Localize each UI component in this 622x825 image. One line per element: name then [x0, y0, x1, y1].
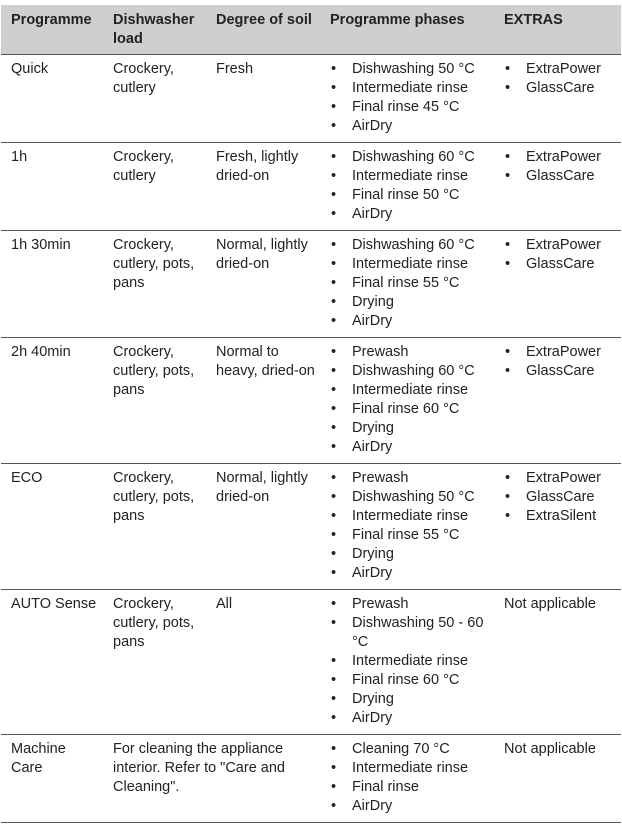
list-item-text: Final rinse 60 °C — [352, 672, 460, 688]
extras-list — [504, 236, 617, 274]
bullet-icon: • — [331, 187, 337, 203]
extras-list — [504, 343, 617, 381]
soil-cell: All — [206, 590, 320, 735]
list-item-text: Final rinse — [352, 779, 419, 795]
bullet-icon: • — [505, 80, 511, 96]
bullet-icon: • — [331, 546, 337, 562]
list-item — [330, 274, 490, 293]
soil-cell: Normal to heavy, dried-on — [206, 338, 320, 464]
list-item-text: GlassCare — [526, 256, 595, 272]
bullet-icon: • — [505, 363, 511, 379]
bullet-icon: • — [331, 653, 337, 669]
list-item-text: Final rinse 50 °C — [352, 187, 460, 203]
bullet-icon: • — [505, 508, 511, 524]
table-row — [1, 735, 621, 823]
list-item-text: Intermediate rinse — [352, 508, 469, 524]
list-item-text: Drying — [352, 691, 394, 707]
bullet-icon: • — [331, 118, 337, 134]
phases-list — [330, 148, 490, 224]
table-header-row — [1, 5, 621, 55]
bullet-icon: • — [331, 596, 337, 612]
list-item — [330, 469, 490, 488]
list-item — [330, 671, 490, 690]
list-item-text: ExtraPower — [526, 344, 601, 360]
bullet-icon: • — [331, 344, 337, 360]
list-item-text: AirDry — [352, 313, 393, 329]
list-item-text: AirDry — [352, 710, 393, 726]
phases-list — [330, 60, 490, 136]
list-item-text: GlassCare — [526, 168, 595, 184]
bullet-icon: • — [331, 168, 337, 184]
list-item-text: Dishwashing 60 °C — [352, 363, 475, 379]
soil-cell: Fresh, lightly dried-on — [206, 143, 320, 231]
bullet-icon: • — [331, 741, 337, 757]
list-item — [504, 167, 617, 186]
load-cell: Crockery, cutlery, pots, pans — [103, 464, 206, 590]
extras-cell: Not applicable — [494, 590, 621, 735]
list-item — [330, 709, 490, 728]
programme-cell: 1h 30min — [1, 231, 103, 338]
phases-cell — [320, 231, 494, 338]
list-item — [330, 778, 490, 797]
list-item-text: Final rinse 45 °C — [352, 99, 460, 115]
list-item — [330, 526, 490, 545]
list-item-text: Dishwashing 50 °C — [352, 489, 475, 505]
list-item-text: Drying — [352, 420, 394, 436]
list-item-text: Dishwashing 50 °C — [352, 61, 475, 77]
bullet-icon: • — [331, 527, 337, 543]
list-item-text: Intermediate rinse — [352, 168, 469, 184]
header-phases: Programme phases — [320, 5, 494, 55]
extras-cell — [494, 231, 621, 338]
list-item-text: Final rinse 60 °C — [352, 401, 460, 417]
list-item-text: AirDry — [352, 565, 393, 581]
bullet-icon: • — [331, 710, 337, 726]
table-row — [1, 231, 621, 338]
phases-cell — [320, 735, 494, 823]
bullet-icon: • — [331, 382, 337, 398]
phases-cell — [320, 143, 494, 231]
bullet-icon: • — [331, 779, 337, 795]
list-item — [330, 236, 490, 255]
extras-cell — [494, 55, 621, 143]
extras-cell — [494, 464, 621, 590]
bullet-icon: • — [331, 294, 337, 310]
list-item-text: Intermediate rinse — [352, 80, 469, 96]
header-soil: Degree of soil — [206, 5, 320, 55]
list-item — [504, 362, 617, 381]
programme-cell: Quick — [1, 55, 103, 143]
bullet-icon: • — [331, 672, 337, 688]
bullet-icon: • — [505, 470, 511, 486]
list-item-text: Intermediate rinse — [352, 256, 469, 272]
list-item — [330, 438, 490, 457]
soil-cell: Fresh — [206, 55, 320, 143]
list-item-text: ExtraPower — [526, 470, 601, 486]
list-item — [330, 595, 490, 614]
bullet-icon: • — [331, 508, 337, 524]
list-item — [330, 797, 490, 816]
list-item-text: AirDry — [352, 206, 393, 222]
table-row — [1, 464, 621, 590]
load-cell: Crockery, cutlery — [103, 143, 206, 231]
header-programme: Programme — [1, 5, 103, 55]
bullet-icon: • — [331, 615, 337, 631]
list-item — [330, 400, 490, 419]
extras-cell: Not applicable — [494, 735, 621, 823]
list-item — [330, 614, 490, 652]
list-item — [504, 236, 617, 255]
list-item-text: Prewash — [352, 344, 409, 360]
table-row — [1, 338, 621, 464]
list-item-text: ExtraSilent — [526, 508, 597, 524]
phases-list — [330, 595, 490, 728]
phases-cell — [320, 464, 494, 590]
bullet-icon: • — [331, 256, 337, 272]
list-item — [504, 148, 617, 167]
bullet-icon: • — [331, 439, 337, 455]
list-item — [504, 255, 617, 274]
list-item — [330, 60, 490, 79]
bullet-icon: • — [331, 470, 337, 486]
table-row — [1, 590, 621, 735]
bullet-icon: • — [505, 61, 511, 77]
list-item-text: GlassCare — [526, 80, 595, 96]
programme-cell: AUTO Sense — [1, 590, 103, 735]
list-item-text: Final rinse 55 °C — [352, 527, 460, 543]
bullet-icon: • — [331, 420, 337, 436]
table-row — [1, 143, 621, 231]
list-item — [504, 507, 617, 526]
list-item — [330, 564, 490, 583]
phases-list — [330, 469, 490, 583]
bullet-icon: • — [331, 565, 337, 581]
bullet-icon: • — [331, 99, 337, 115]
bullet-icon: • — [331, 275, 337, 291]
extras-list — [504, 148, 617, 186]
list-item — [330, 255, 490, 274]
load-cell: Crockery, cutlery — [103, 55, 206, 143]
list-item-text: Prewash — [352, 596, 409, 612]
list-item-text: AirDry — [352, 798, 393, 814]
bullet-icon: • — [331, 61, 337, 77]
bullet-icon: • — [331, 760, 337, 776]
list-item — [330, 545, 490, 564]
bullet-icon: • — [505, 489, 511, 505]
merged-description-cell: For cleaning the appliance interior. Refer to "Care and Cleaning". — [103, 735, 320, 823]
list-item — [330, 652, 490, 671]
phases-list — [330, 343, 490, 457]
bullet-icon: • — [331, 401, 337, 417]
list-item — [330, 148, 490, 167]
list-item — [330, 343, 490, 362]
table-body — [1, 55, 621, 823]
phases-cell — [320, 338, 494, 464]
load-cell: Crockery, cutlery, pots, pans — [103, 338, 206, 464]
bullet-icon: • — [331, 313, 337, 329]
header-extras: EXTRAS — [494, 5, 621, 55]
list-item — [330, 419, 490, 438]
list-item-text: GlassCare — [526, 489, 595, 505]
phases-list — [330, 740, 490, 816]
list-item — [504, 469, 617, 488]
bullet-icon: • — [331, 206, 337, 222]
extras-cell — [494, 143, 621, 231]
programme-cell: 1h — [1, 143, 103, 231]
soil-cell: Normal, lightly dried-on — [206, 464, 320, 590]
list-item — [330, 381, 490, 400]
list-item-text: ExtraPower — [526, 237, 601, 253]
extras-list — [504, 469, 617, 526]
load-cell: Crockery, cutlery, pots, pans — [103, 231, 206, 338]
list-item-text: AirDry — [352, 439, 393, 455]
extras-list — [504, 60, 617, 98]
list-item-text: AirDry — [352, 118, 393, 134]
bullet-icon: • — [505, 237, 511, 253]
bullet-icon: • — [505, 344, 511, 360]
list-item-text: Intermediate rinse — [352, 653, 469, 669]
list-item — [330, 312, 490, 331]
list-item — [330, 362, 490, 381]
bullet-icon: • — [331, 237, 337, 253]
bullet-icon: • — [331, 798, 337, 814]
list-item — [330, 488, 490, 507]
bullet-icon: • — [505, 168, 511, 184]
bullet-icon: • — [331, 691, 337, 707]
list-item-text: ExtraPower — [526, 61, 601, 77]
programme-table — [1, 5, 621, 823]
programme-cell: Machine Care — [1, 735, 103, 823]
list-item — [330, 79, 490, 98]
bullet-icon: • — [331, 80, 337, 96]
list-item — [504, 60, 617, 79]
list-item-text: Dishwashing 60 °C — [352, 237, 475, 253]
table-row — [1, 55, 621, 143]
list-item — [504, 488, 617, 507]
list-item — [330, 186, 490, 205]
bullet-icon: • — [505, 149, 511, 165]
list-item-text: Prewash — [352, 470, 409, 486]
load-cell: Crockery, cutlery, pots, pans — [103, 590, 206, 735]
extras-cell — [494, 338, 621, 464]
list-item — [330, 740, 490, 759]
list-item — [330, 507, 490, 526]
list-item-text: Dishwashing 60 °C — [352, 149, 475, 165]
list-item — [504, 79, 617, 98]
list-item — [330, 690, 490, 709]
list-item-text: Drying — [352, 546, 394, 562]
list-item — [330, 167, 490, 186]
list-item — [330, 205, 490, 224]
list-item-text: Dishwashing 50 - 60 °C — [352, 615, 484, 650]
list-item-text: Final rinse 55 °C — [352, 275, 460, 291]
list-item-text: GlassCare — [526, 363, 595, 379]
list-item — [504, 343, 617, 362]
list-item — [330, 759, 490, 778]
bullet-icon: • — [505, 256, 511, 272]
programme-cell: 2h 40min — [1, 338, 103, 464]
list-item — [330, 117, 490, 136]
bullet-icon: • — [331, 363, 337, 379]
phases-cell — [320, 55, 494, 143]
list-item-text: Drying — [352, 294, 394, 310]
phases-cell — [320, 590, 494, 735]
soil-cell: Normal, lightly dried-on — [206, 231, 320, 338]
list-item-text: Cleaning 70 °C — [352, 741, 450, 757]
bullet-icon: • — [331, 489, 337, 505]
list-item-text: Intermediate rinse — [352, 382, 469, 398]
list-item — [330, 98, 490, 117]
list-item-text: Intermediate rinse — [352, 760, 469, 776]
list-item-text: ExtraPower — [526, 149, 601, 165]
list-item — [330, 293, 490, 312]
header-load: Dishwasher load — [103, 5, 206, 55]
bullet-icon: • — [331, 149, 337, 165]
phases-list — [330, 236, 490, 331]
programme-cell: ECO — [1, 464, 103, 590]
